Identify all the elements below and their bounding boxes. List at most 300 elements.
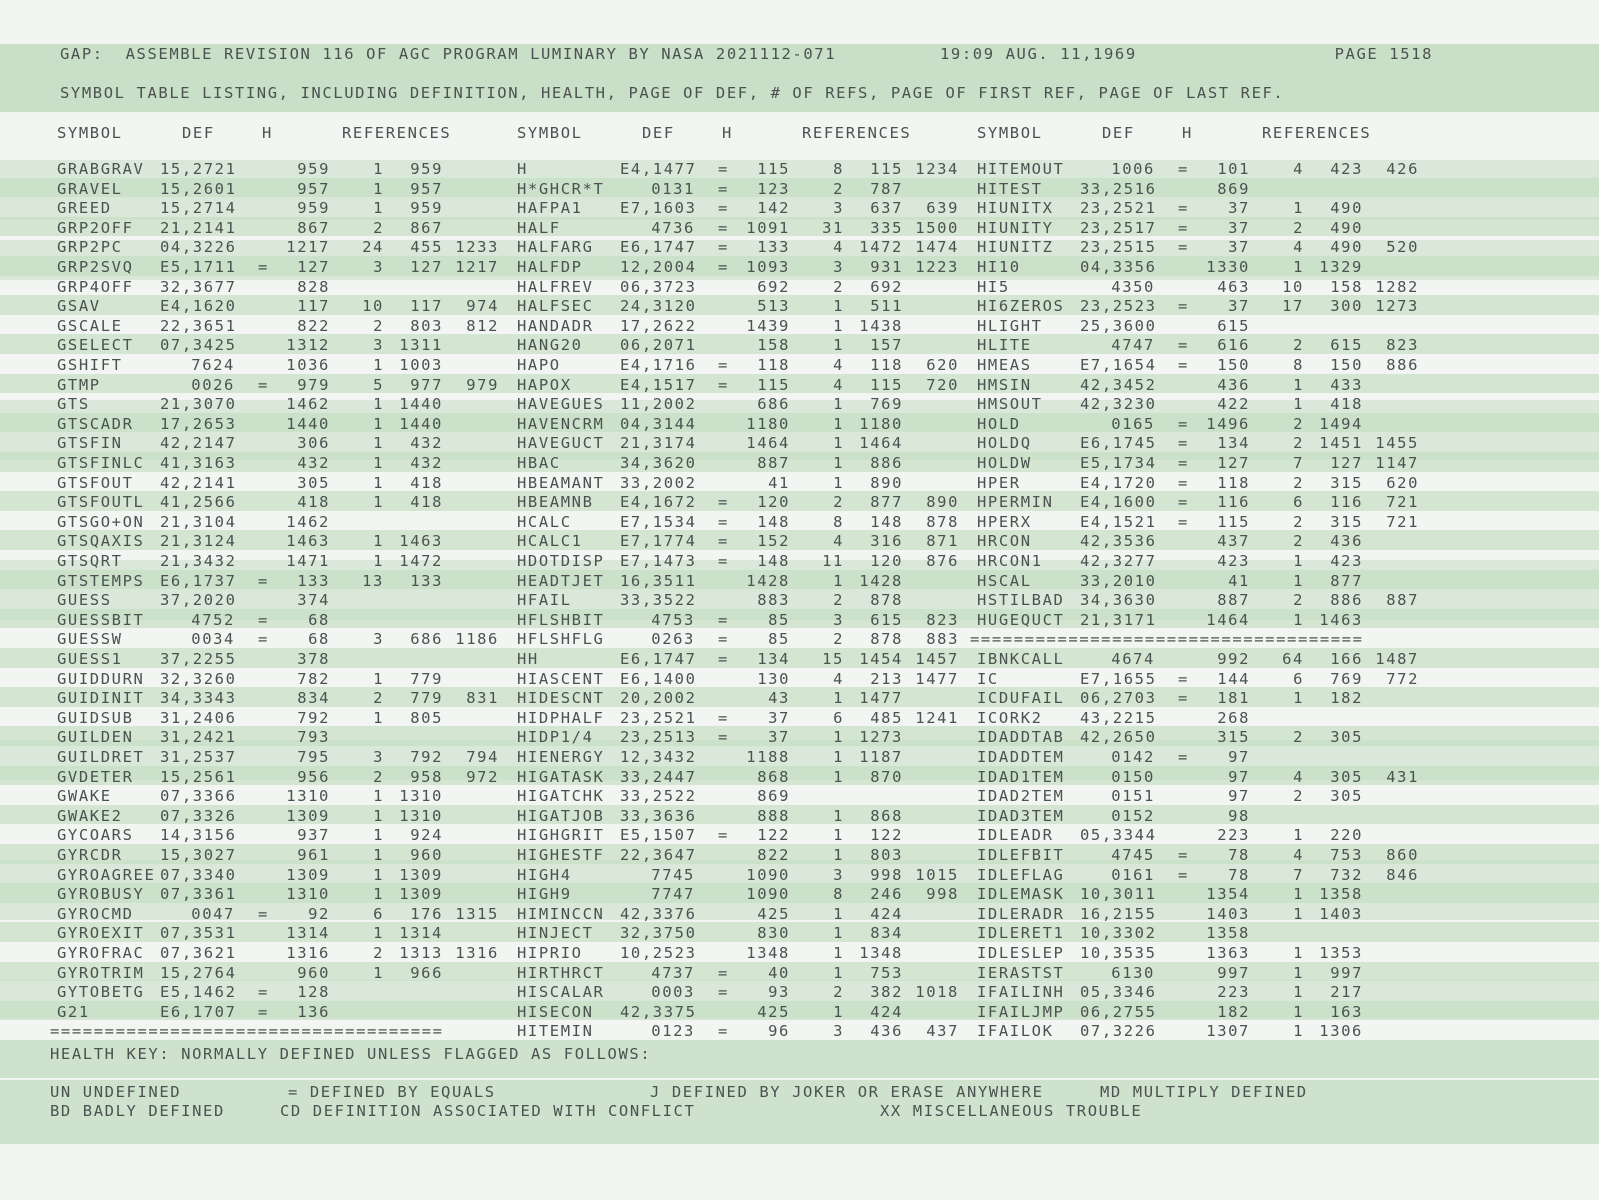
cell-def-page: 979 [297,375,330,394]
cell-symbol: HRCON [977,532,1032,551]
cell-first-ref: 316 [870,532,903,551]
cell-def: E6,1747 [620,650,697,668]
cell-symbol: GRAVEL [57,179,123,198]
cell-def-page: 1462 [286,512,330,531]
cell-first-ref: 1273 [859,728,903,747]
cell-def: 06,2703 [1080,689,1157,708]
cell-ref-count: 6 [1293,493,1304,512]
cell-symbol: HALFARG [517,238,594,257]
cell-health: = [718,826,729,845]
cell-symbol: H [517,160,528,178]
cell-first-ref: 455 [410,238,443,257]
table-row [0,474,1599,494]
cell-symbol: HCALC [517,512,572,531]
cell-symbol: ICORK2 [977,708,1043,727]
cell-symbol: GTSGO+ON [57,512,145,531]
cell-ref-count: 1 [833,748,844,766]
table-row [0,689,1599,709]
cell-def: 0263 [651,630,695,649]
cell-first-ref: 1313 [399,944,443,962]
cell-first-ref: 779 [410,689,443,708]
table-row [0,709,1599,729]
cell-symbol: HIENERGY [517,748,605,766]
cell-first-ref: 867 [410,218,443,237]
cell-ref-count: 1 [373,924,384,943]
cell-def-page: 130 [757,669,790,688]
cell-def: 42,3452 [1080,375,1157,394]
cell-symbol: GSAV [57,297,101,316]
cell-def: 15,2601 [160,179,237,198]
cell-def-page: 692 [757,277,790,296]
cell-first-ref: 1451 [1319,434,1363,453]
cell-symbol: GUESS [57,591,112,610]
cell-last-ref: 1241 [915,708,959,727]
cell-first-ref: 315 [1330,512,1363,531]
cell-def-page: 142 [757,199,790,218]
cell-last-ref: 1282 [1375,277,1419,296]
cell-def-page: 123 [757,179,790,198]
cell-def-page: 97 [1228,787,1250,806]
cell-ref-count: 1 [833,395,844,414]
cell-ref-count: 1 [1293,689,1304,708]
cell-health: = [1178,748,1189,766]
cell-def: 05,3344 [1080,826,1157,845]
cell-symbol: GYTOBETG [57,983,145,1002]
cell-first-ref: 1306 [1319,1022,1363,1041]
cell-first-ref: 1494 [1319,414,1363,433]
cell-symbol: IDAD3TEM [977,806,1065,825]
cell-first-ref: 924 [410,826,443,845]
cell-symbol: GTMP [57,375,101,394]
cell-last-ref: 1234 [915,160,959,178]
cell-health: = [718,610,729,629]
cell-def-page: 93 [768,983,790,1002]
cell-ref-count: 2 [1293,473,1304,492]
cell-symbol: GYROBUSY [57,885,145,904]
cell-def-page: 40 [768,963,790,982]
cell-first-ref: 868 [870,806,903,825]
cell-def: 4747 [1111,336,1155,355]
cell-last-ref: 1233 [455,238,499,257]
cell-def: 0142 [1111,748,1155,766]
table-row [0,317,1599,337]
cell-def: E4,1720 [1080,473,1157,492]
cell-def-page: 116 [1217,493,1250,512]
cell-def: 37,2020 [160,591,237,610]
cell-ref-count: 1 [833,1002,844,1021]
cell-def-page: 223 [1217,983,1250,1002]
cell-def: 42,3230 [1080,395,1157,414]
cell-ref-count: 31 [822,218,844,237]
cell-first-ref: 870 [870,767,903,786]
cell-health: = [258,375,269,394]
cell-ref-count: 1 [833,806,844,825]
cell-def-page: 268 [1217,708,1250,727]
cell-symbol: HANDADR [517,316,594,335]
cell-first-ref: 220 [1330,826,1363,845]
cell-def: 4674 [1111,650,1155,668]
cell-ref-count: 1 [833,767,844,786]
cell-last-ref: 431 [1386,767,1419,786]
cell-def: 11,2002 [620,395,697,414]
cell-last-ref: 1500 [915,218,959,237]
cell-def-page: 134 [757,650,790,668]
cell-last-ref: 1147 [1375,454,1419,472]
cell-ref-count: 2 [1293,434,1304,453]
cell-def-page: 1090 [746,885,790,904]
cell-def-page: 418 [297,493,330,512]
cell-def: 16,2155 [1080,904,1157,923]
cell-symbol: HFAIL [517,591,572,610]
cell-first-ref: 959 [410,160,443,178]
cell-ref-count: 2 [373,944,384,962]
cell-symbol: HPERMIN [977,493,1054,512]
cell-ref-count: 1 [833,944,844,962]
cell-symbol: GUIDSUB [57,708,134,727]
table-row [0,552,1599,572]
cell-ref-count: 1 [833,297,844,316]
cell-def: E4,1521 [1080,512,1157,531]
cell-def: 7747 [651,885,695,904]
cell-def-page: 115 [757,375,790,394]
cell-symbol: HIGATJOB [517,806,605,825]
cell-ref-count: 1 [373,865,384,884]
cell-def-page: 1091 [746,218,790,237]
cell-first-ref: 150 [1330,356,1363,374]
cell-symbol: GYROAGREE [57,865,156,884]
cell-symbol: GRP2SVQ [57,258,134,276]
cell-def: 33,2522 [620,787,697,806]
cell-first-ref: 246 [870,885,903,904]
cell-first-ref: 803 [870,846,903,864]
cell-last-ref: 846 [1386,865,1419,884]
cell-ref-count: 2 [373,218,384,237]
cell-first-ref: 122 [870,826,903,845]
cell-health: = [1178,336,1189,355]
cell-def: 34,3630 [1080,591,1157,610]
cell-symbol: GREED [57,199,112,218]
cell-def: E7,1473 [620,552,697,570]
cell-def-page: 127 [297,258,330,276]
cell-def: 05,3346 [1080,983,1157,1002]
cell-first-ref: 213 [870,669,903,688]
cell-def: E5,1734 [1080,454,1157,472]
cell-ref-count: 2 [833,277,844,296]
cell-symbol: IFAILOK [977,1022,1054,1041]
cell-def-page: 956 [297,767,330,786]
cell-first-ref: 490 [1330,218,1363,237]
cell-health: = [718,552,729,570]
cell-last-ref: 620 [926,356,959,374]
cell-def-page: 120 [757,493,790,512]
cell-last-ref: 437 [926,1022,959,1041]
cell-ref-count: 1 [373,963,384,982]
cell-def-page: 1090 [746,865,790,884]
cell-health: = [1178,473,1189,492]
cell-def: 21,3432 [160,552,237,570]
cell-first-ref: 120 [870,552,903,570]
cell-symbol: IDLEFBIT [977,846,1065,864]
cell-def: E7,1774 [620,532,697,551]
cell-health: = [718,199,729,218]
cell-symbol: GRP2PC [57,238,123,257]
cell-def-page: 181 [1217,689,1250,708]
cell-def: 07,3425 [160,336,237,355]
cell-def: 17,2622 [620,316,697,335]
cell-first-ref: 166 [1330,650,1363,668]
cell-symbol: HMSIN [977,375,1032,394]
cell-ref-count: 1 [1293,395,1304,414]
cell-def-page: 960 [297,963,330,982]
cell-ref-count: 1 [833,316,844,335]
cell-health: = [258,1002,269,1021]
cell-def: 15,2721 [160,160,237,178]
cell-def: 14,3156 [160,826,237,845]
cell-health: = [1178,669,1189,688]
table-row [0,983,1599,1003]
table-row [0,278,1599,298]
table-row [0,532,1599,552]
cell-ref-count: 1 [1293,552,1304,570]
cell-symbol: GUESSW [57,630,123,649]
cell-ref-count: 1 [373,708,384,727]
cell-first-ref: 692 [870,277,903,296]
column-header: DEF [182,124,215,142]
cell-last-ref: 1273 [1375,297,1419,316]
cell-def-page: 822 [757,846,790,864]
table-row [0,160,1599,180]
cell-def: 15,2764 [160,963,237,982]
cell-ref-count: 4 [833,532,844,551]
cell-def: 07,3326 [160,806,237,825]
cell-def-page: 85 [768,630,790,649]
cell-def: 7745 [651,865,695,884]
cell-last-ref: 979 [466,375,499,394]
cell-def: 22,3651 [160,316,237,335]
cell-def: 0165 [1111,414,1155,433]
cell-first-ref: 1309 [399,865,443,884]
column-header: DEF [642,124,675,142]
cell-symbol: GTSCADR [57,414,134,433]
cell-first-ref: 490 [1330,238,1363,257]
page-header-timestamp: 19:09 AUG. 11,1969 [940,45,1137,63]
cell-first-ref: 163 [1330,1002,1363,1021]
cell-ref-count: 1 [373,806,384,825]
cell-def-page: 423 [1217,552,1250,570]
cell-ref-count: 3 [833,1022,844,1041]
cell-symbol: HIUNITX [977,199,1054,218]
cell-def: 04,3356 [1080,258,1157,276]
cell-def-page: 37 [1228,199,1250,218]
cell-health: = [258,258,269,276]
cell-symbol: HANG20 [517,336,583,355]
health-key-j: J DEFINED BY JOKER OR ERASE ANYWHERE [650,1083,1044,1101]
cell-ref-count: 3 [833,258,844,276]
cell-def-page: 118 [1217,473,1250,492]
cell-ref-count: 2 [373,689,384,708]
table-row [0,356,1599,376]
cell-def: E4,1517 [620,375,697,394]
cell-first-ref: 115 [870,160,903,178]
cell-def: 10,2523 [620,944,697,962]
cell-first-ref: 157 [870,336,903,355]
cell-ref-count: 2 [1293,218,1304,237]
cell-ref-count: 2 [1293,532,1304,551]
cell-def: 25,3600 [1080,316,1157,335]
health-key-un: UN UNDEFINED [50,1083,182,1101]
cell-def: 21,3070 [160,395,237,414]
cell-ref-count: 4 [1293,238,1304,257]
cell-def-page: 150 [1217,356,1250,374]
cell-def-page: 1403 [1206,904,1250,923]
table-row [0,513,1599,533]
cell-ref-count: 1 [373,669,384,688]
cell-def-page: 315 [1217,728,1250,747]
cell-ref-count: 1 [833,826,844,845]
cell-symbol: GWAKE2 [57,806,123,825]
cell-def-page: 869 [757,787,790,806]
cell-symbol: HINJECT [517,924,594,943]
cell-first-ref: 117 [410,297,443,316]
table-row [0,454,1599,474]
cell-ref-count: 1 [1293,199,1304,218]
cell-health: = [718,179,729,198]
cell-def: 20,2002 [620,689,697,708]
cell-symbol: HOLDW [977,454,1032,472]
cell-def-page: 795 [297,748,330,766]
cell-first-ref: 382 [870,983,903,1002]
separator-line: ==================================== [50,1022,444,1041]
health-key-cd: CD DEFINITION ASSOCIATED WITH CONFLICT [280,1102,696,1120]
cell-ref-count: 1 [373,787,384,806]
cell-ref-count: 1 [1293,258,1304,276]
cell-health: = [1178,199,1189,218]
cell-first-ref: 1438 [859,316,903,335]
cell-symbol: GYCOARS [57,826,134,845]
cell-symbol: HIPRIO [517,944,583,962]
cell-health: = [718,493,729,512]
cell-health: = [718,1022,729,1041]
cell-symbol: GSCALE [57,316,123,335]
cell-first-ref: 1428 [859,571,903,590]
cell-health: = [718,630,729,649]
cell-symbol: G21 [57,1002,90,1021]
cell-first-ref: 127 [410,258,443,276]
cell-def-page: 463 [1217,277,1250,296]
cell-health: = [718,728,729,747]
cell-first-ref: 133 [410,571,443,590]
cell-health: = [718,258,729,276]
cell-def-page: 98 [1228,806,1250,825]
cell-first-ref: 1464 [859,434,903,453]
cell-def-page: 792 [297,708,330,727]
cell-first-ref: 931 [870,258,903,276]
cell-def: 32,3260 [160,669,237,688]
cell-def: 4745 [1111,846,1155,864]
column-header: REFERENCES [342,124,452,142]
cell-symbol: GSHIFT [57,356,123,374]
cell-def-page: 37 [768,728,790,747]
cell-symbol: HIGHESTF [517,846,605,864]
cell-symbol: GUILDRET [57,748,145,766]
cell-ref-count: 2 [1293,728,1304,747]
table-row [0,199,1599,219]
cell-symbol: HIGHGRIT [517,826,605,845]
cell-first-ref: 997 [1330,963,1363,982]
cell-last-ref: 823 [926,610,959,629]
cell-def-page: 158 [757,336,790,355]
cell-def: 06,2071 [620,336,697,355]
cell-def-page: 867 [297,218,330,237]
cell-first-ref: 158 [1330,277,1363,296]
cell-def: 7624 [191,356,235,374]
cell-def-page: 615 [1217,316,1250,335]
cell-health: = [1178,846,1189,864]
table-row [0,650,1599,670]
cell-ref-count: 13 [362,571,384,590]
cell-def: 0150 [1111,767,1155,786]
page-header-title: GAP: ASSEMBLE REVISION 116 OF AGC PROGRAM LUMINARY BY NASA 2021112-071 [60,45,837,63]
cell-symbol: IC [977,669,999,688]
cell-health: = [1178,414,1189,433]
cell-ref-count: 3 [833,610,844,629]
cell-symbol: GUILDEN [57,728,134,747]
cell-ref-count: 1 [833,336,844,355]
cell-health: = [1178,865,1189,884]
cell-def-page: 306 [297,434,330,453]
cell-def-page: 182 [1217,1002,1250,1021]
cell-def-page: 148 [757,512,790,531]
cell-def: 32,3677 [160,277,237,296]
cell-first-ref: 637 [870,199,903,218]
page-number: PAGE 1518 [1334,45,1433,63]
cell-symbol: HOLDQ [977,434,1032,453]
column-header: H [722,124,733,142]
cell-symbol: GTSTEMPS [57,571,145,590]
cell-ref-count: 4 [833,238,844,257]
table-row [0,376,1599,396]
cell-health: = [718,512,729,531]
cell-first-ref: 878 [870,630,903,649]
cell-ref-count: 1 [833,571,844,590]
cell-symbol: HPERX [977,512,1032,531]
cell-symbol: HIUNITZ [977,238,1054,257]
cell-first-ref: 424 [870,1002,903,1021]
cell-first-ref: 176 [410,904,443,923]
cell-def: 23,2521 [620,708,697,727]
cell-def: 21,2141 [160,218,237,237]
cell-health: = [258,610,269,629]
cell-first-ref: 957 [410,179,443,198]
cell-ref-count: 1 [833,904,844,923]
cell-ref-count: 1 [373,552,384,570]
table-row [0,807,1599,827]
cell-first-ref: 418 [410,493,443,512]
cell-def: 4350 [1111,277,1155,296]
cell-def: 07,3531 [160,924,237,943]
cell-symbol: HH [517,650,539,668]
cell-symbol: HAVEGUES [517,395,605,414]
cell-last-ref: 1186 [455,630,499,649]
cell-def-page: 1093 [746,258,790,276]
table-row [0,670,1599,690]
cell-health: = [1178,356,1189,374]
cell-def-page: 961 [297,846,330,864]
cell-def: 0152 [1111,806,1155,825]
cell-first-ref: 305 [1330,767,1363,786]
cell-def-page: 1316 [286,944,330,962]
cell-first-ref: 834 [870,924,903,943]
